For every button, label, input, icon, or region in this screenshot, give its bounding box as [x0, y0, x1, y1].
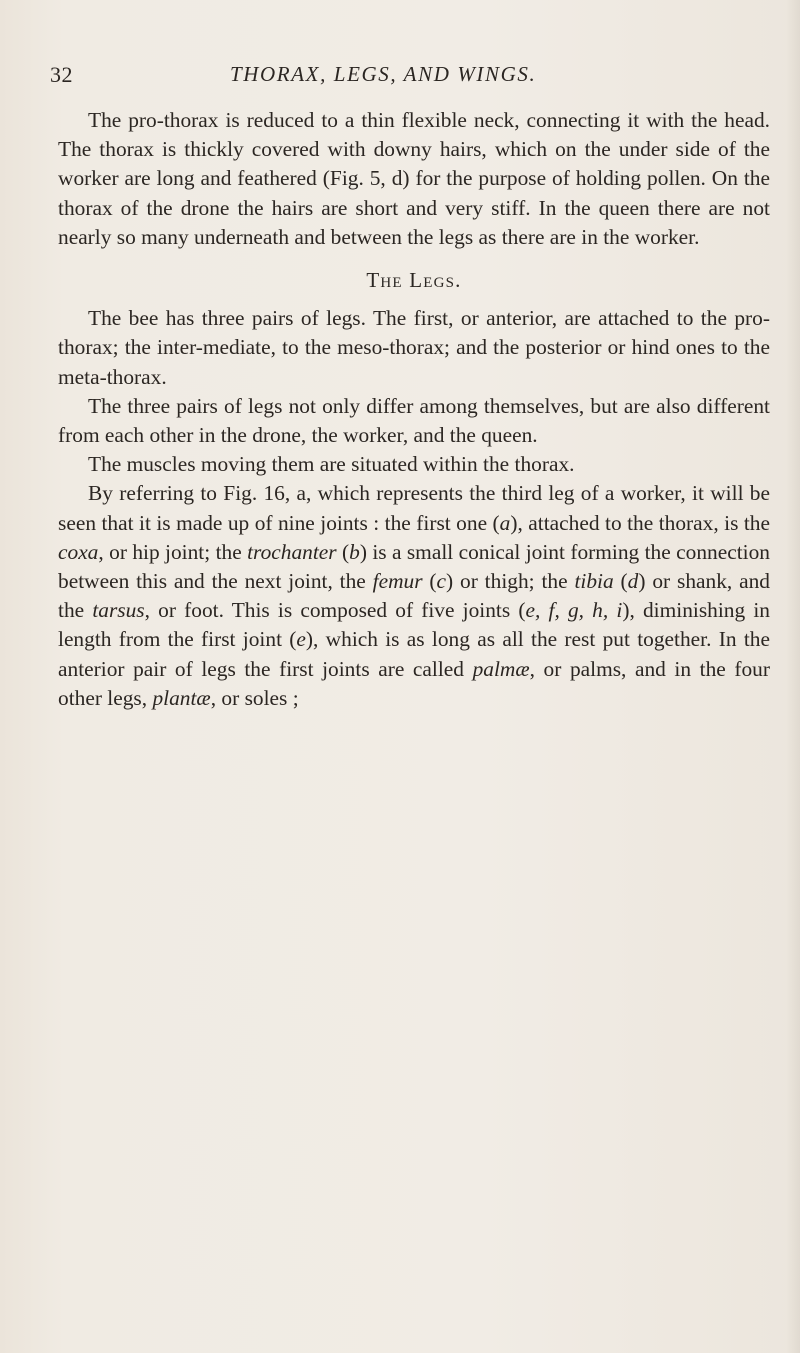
section-heading-legs: The Legs.	[366, 268, 462, 293]
text-run: (	[613, 569, 628, 594]
italic-term: e	[296, 627, 306, 652]
italic-term: a	[499, 510, 511, 535]
text-run: ), which is as long as all the rest put together. In the anterior pair of legs the first joints are called	[58, 627, 770, 681]
text-run: ), diminishing in length from the first joint (	[58, 598, 771, 652]
page-number: 32	[50, 62, 73, 87]
paragraph-thorax: The pro-thorax is reduced to a thin flexible neck, connecting it with the head. The thorax is thickly covered with downy hairs, which on the under side of the worker are long and feathered (Fig. 5, d) for the purpose of holding pollen. On the thorax of the drone the hairs are short and very stiff. In the queen there are not nearly so many underneath and between the legs as there are in the worker.	[58, 108, 770, 249]
text-run: ), attached to the thorax, is the	[510, 510, 771, 535]
italic-term: tarsus	[92, 598, 145, 623]
text-run: , or foot. This is composed of five joints (	[144, 598, 526, 623]
italic-term: c	[436, 569, 447, 594]
italic-term: b	[349, 539, 360, 564]
text-run: , or hip joint; the	[98, 539, 248, 564]
italic-term: palmæ	[472, 656, 530, 681]
page-edge-shadow	[786, 0, 800, 1353]
running-head	[50, 62, 772, 96]
italic-term: tibia	[574, 569, 614, 594]
text-run: ) or shank, and the	[58, 569, 770, 623]
paragraph-three-pairs: The bee has three pairs of legs. The first, or anterior, are attached to the pro-thorax; the inter-mediate, to the meso-thorax; and the posterior or hind ones to the meta-thorax.	[58, 306, 770, 389]
text-run: (	[422, 569, 437, 594]
italic-term: d	[627, 569, 639, 594]
paragraph-legs-differ: The three pairs of legs not only differ among themselves, but are also different from each other in the drone, the worker, and the queen.	[58, 393, 770, 448]
italic-term: trochanter	[247, 539, 337, 564]
italic-term: plantæ	[152, 685, 211, 710]
text-run: By referring to Fig. 16, a, which represents the third leg of a worker, it will be seen that it is made up of nine joints : the first one (	[58, 481, 770, 535]
paragraph-leg-joints	[58, 479, 770, 713]
text-run: ) is a small conical joint forming the connection between this and the next joint, the	[58, 539, 770, 594]
text-run: ) or thigh; the	[446, 569, 575, 594]
italic-term: coxa	[58, 539, 99, 564]
paragraph-muscles: The muscles moving them are situated within the thorax.	[88, 452, 575, 477]
text-run: (	[336, 539, 350, 564]
running-title: THORAX, LEGS, AND WINGS.	[230, 62, 537, 86]
text-run: , or soles ;	[210, 685, 299, 710]
italic-term: e, f, g, h, i	[525, 598, 623, 623]
text-run: , or palms, and in the four other legs,	[58, 656, 770, 710]
italic-term: femur	[372, 569, 423, 594]
body-text	[58, 106, 770, 713]
